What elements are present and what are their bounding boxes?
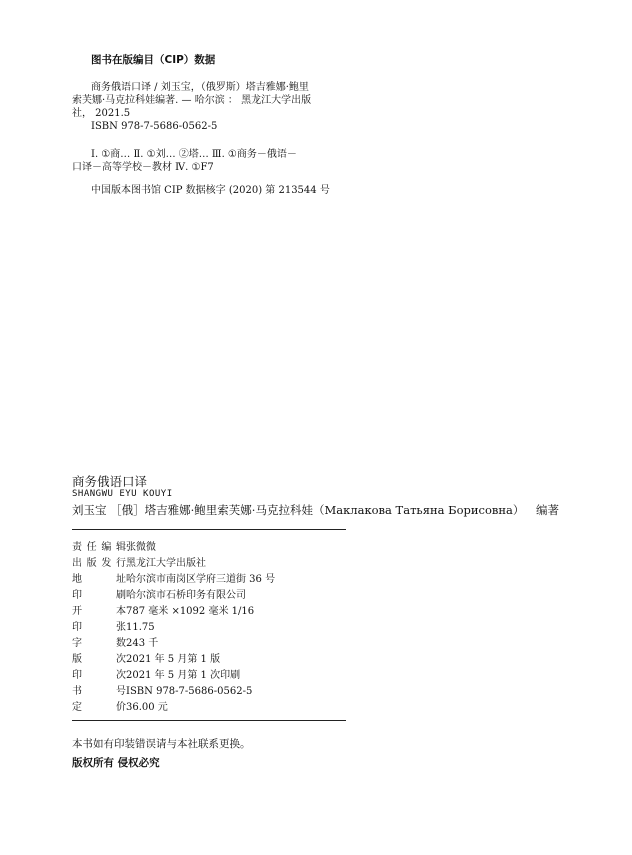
info-row (72, 588, 275, 604)
cip-subject-line: Ⅰ. ①商… Ⅱ. ①刘… ②塔… Ⅲ. ①商务－俄语－ (91, 149, 297, 160)
replacement-notice: 本书如有印装错误请与本社联系更换。 (72, 738, 251, 750)
cip-heading: 图书在版编目（CIP）数据 (91, 54, 216, 66)
cip-description-line: 索芙娜·马克拉科娃编著. — 哈尔滨 ： 黑龙江大学出版 (72, 95, 312, 106)
info-row (72, 540, 275, 556)
cip-isbn-text: ISBN 978-7-5686-0562-5 (91, 121, 218, 132)
info-row (72, 700, 275, 716)
info-row (72, 556, 275, 572)
info-value: 张微微 (126, 542, 156, 553)
author-role: 编著 (536, 503, 559, 517)
info-row (72, 652, 275, 668)
info-value: 36.00 元 (126, 702, 168, 713)
cip-description-line: 商务俄语口译 / 刘玉宝，（俄罗斯）塔吉雅娜·鲍里 (91, 82, 309, 93)
info-value: 黑龙江大学出版社 (126, 558, 206, 569)
info-value: 哈尔滨市石桥印务有限公司 (126, 590, 246, 601)
copyright-notice: 版权所有 侵权必究 (72, 757, 160, 769)
cip-description-line: 社， 2021.5 (72, 108, 131, 119)
authors-text: 刘玉宝 ［俄］塔吉雅娜·鲍里索芙娜·马克拉科娃（Маклакова Татьяна Борисовна） (72, 503, 525, 517)
divider (72, 529, 346, 530)
info-label: 出版发行 (72, 558, 126, 569)
info-value: 787 毫米 ×1092 毫米 1/16 (126, 606, 255, 617)
cip-description (72, 81, 372, 120)
info-label: 责任编辑 (72, 542, 126, 553)
info-label: 印刷 (72, 590, 126, 601)
cip-verification-text: 中国版本图书馆 CIP 数据核字 (2020) 第 213544 号 (91, 185, 330, 196)
book-pinyin: SHANGWU EYU KOUYI (72, 489, 173, 499)
divider (72, 720, 346, 721)
info-value: 2021 年 5 月第 1 次印刷 (126, 670, 241, 681)
cip-subjects (72, 148, 372, 174)
book-title: 商务俄语口译 (72, 474, 148, 489)
info-row (72, 572, 275, 588)
info-value: 11.75 (126, 622, 155, 633)
cip-verification (72, 184, 372, 197)
info-label: 字数 (72, 638, 126, 649)
info-label: 书号 (72, 686, 126, 697)
publication-info (72, 540, 275, 716)
info-label: 地址 (72, 574, 126, 585)
info-row (72, 604, 275, 620)
info-row (72, 620, 275, 636)
cip-subject-line: 口译－高等学校－教材 Ⅳ. ①F7 (72, 162, 214, 173)
info-value: 哈尔滨市南岗区学府三道街 36 号 (126, 574, 276, 585)
book-authors (72, 502, 562, 518)
info-label: 印张 (72, 622, 126, 633)
info-label: 版次 (72, 654, 126, 665)
cip-isbn (72, 120, 372, 133)
info-row (72, 636, 275, 652)
info-row (72, 668, 275, 684)
info-value: 2021 年 5 月第 1 版 (126, 654, 221, 665)
info-label: 定价 (72, 702, 126, 713)
info-value: ISBN 978-7-5686-0562-5 (126, 686, 253, 697)
info-label: 印次 (72, 670, 126, 681)
info-value: 243 千 (126, 638, 159, 649)
info-row (72, 684, 275, 700)
info-label: 开本 (72, 606, 126, 617)
